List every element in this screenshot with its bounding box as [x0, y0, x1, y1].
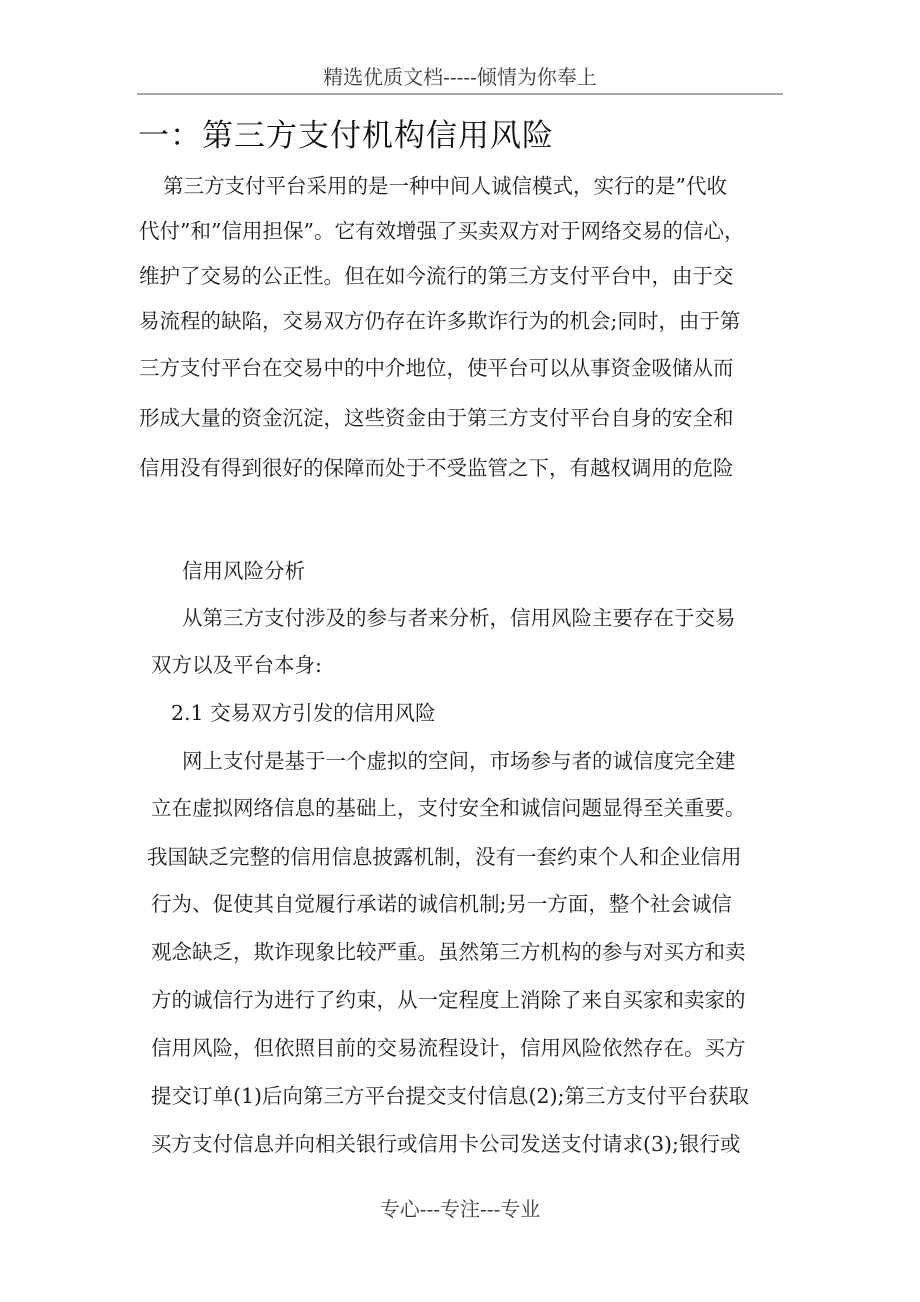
paragraph-line: 三方支付平台在交易中的中介地位，使平台可以从事资金吸储从而 [139, 356, 734, 380]
paragraph-line: 维护了交易的公正性。但在如今流行的第三方支付平台中，由于交 [139, 264, 734, 288]
page-header: 精选优质文档-----倾情为你奉上 [323, 65, 597, 89]
page-footer: 专心---专注---专业 [379, 1197, 541, 1221]
paragraph-line: 方的诚信行为进行了约束，从一定程度上消除了来自买家和卖家的 [151, 988, 746, 1012]
paragraph-line: 信用风险，但依照目前的交易流程设计，信用风险依然存在。买方 [151, 1036, 746, 1060]
subsection-heading: 2.1 交易双方引发的信用风险 [171, 701, 436, 725]
paragraph-line: 提交订单(1)后向第三方平台提交支付信息(2);第三方支付平台获取 [151, 1084, 749, 1108]
paragraph-line: 代付”和”信用担保”。它有效增强了买卖双方对于网络交易的信心， [139, 219, 745, 243]
paragraph-line: 立在虚拟网络信息的基础上，支付安全和诚信问题显得至关重要。 [151, 796, 746, 820]
paragraph-line: 第三方支付平台采用的是一种中间人诚信模式，实行的是”代收 [163, 174, 727, 198]
paragraph-line: 信用没有得到很好的保障而处于不受监管之下，有越权调用的危险 [139, 456, 734, 480]
paragraph-line: 观念缺乏，欺诈现象比较严重。虽然第三方机构的参与对买方和卖 [151, 940, 746, 964]
paragraph-line: 行为、促使其自觉履行承诺的诚信机制;另一方面，整个社会诚信 [151, 892, 732, 916]
section-heading: 信用风险分析 [182, 559, 305, 583]
document-title: 一：第三方支付机构信用风险 [138, 118, 554, 154]
paragraph-line: 易流程的缺陷，交易双方仍存在许多欺诈行为的机会;同时，由于第 [139, 309, 741, 333]
paragraph-line: 双方以及平台本身: [151, 653, 322, 677]
paragraph-line: 形成大量的资金沉淀，这些资金由于第三方支付平台自身的安全和 [139, 406, 734, 430]
paragraph-line: 我国缺乏完整的信用信息披露机制，没有一套约束个人和企业信用 [147, 845, 742, 869]
paragraph-line: 从第三方支付涉及的参与者来分析，信用风险主要存在于交易 [182, 606, 736, 630]
paragraph-line: 买方支付信息并向相关银行或信用卡公司发送支付请求(3);银行或 [151, 1132, 741, 1156]
paragraph-line: 网上支付是基于一个虚拟的空间，市场参与者的诚信度完全建 [182, 749, 736, 773]
header-divider [137, 93, 783, 95]
